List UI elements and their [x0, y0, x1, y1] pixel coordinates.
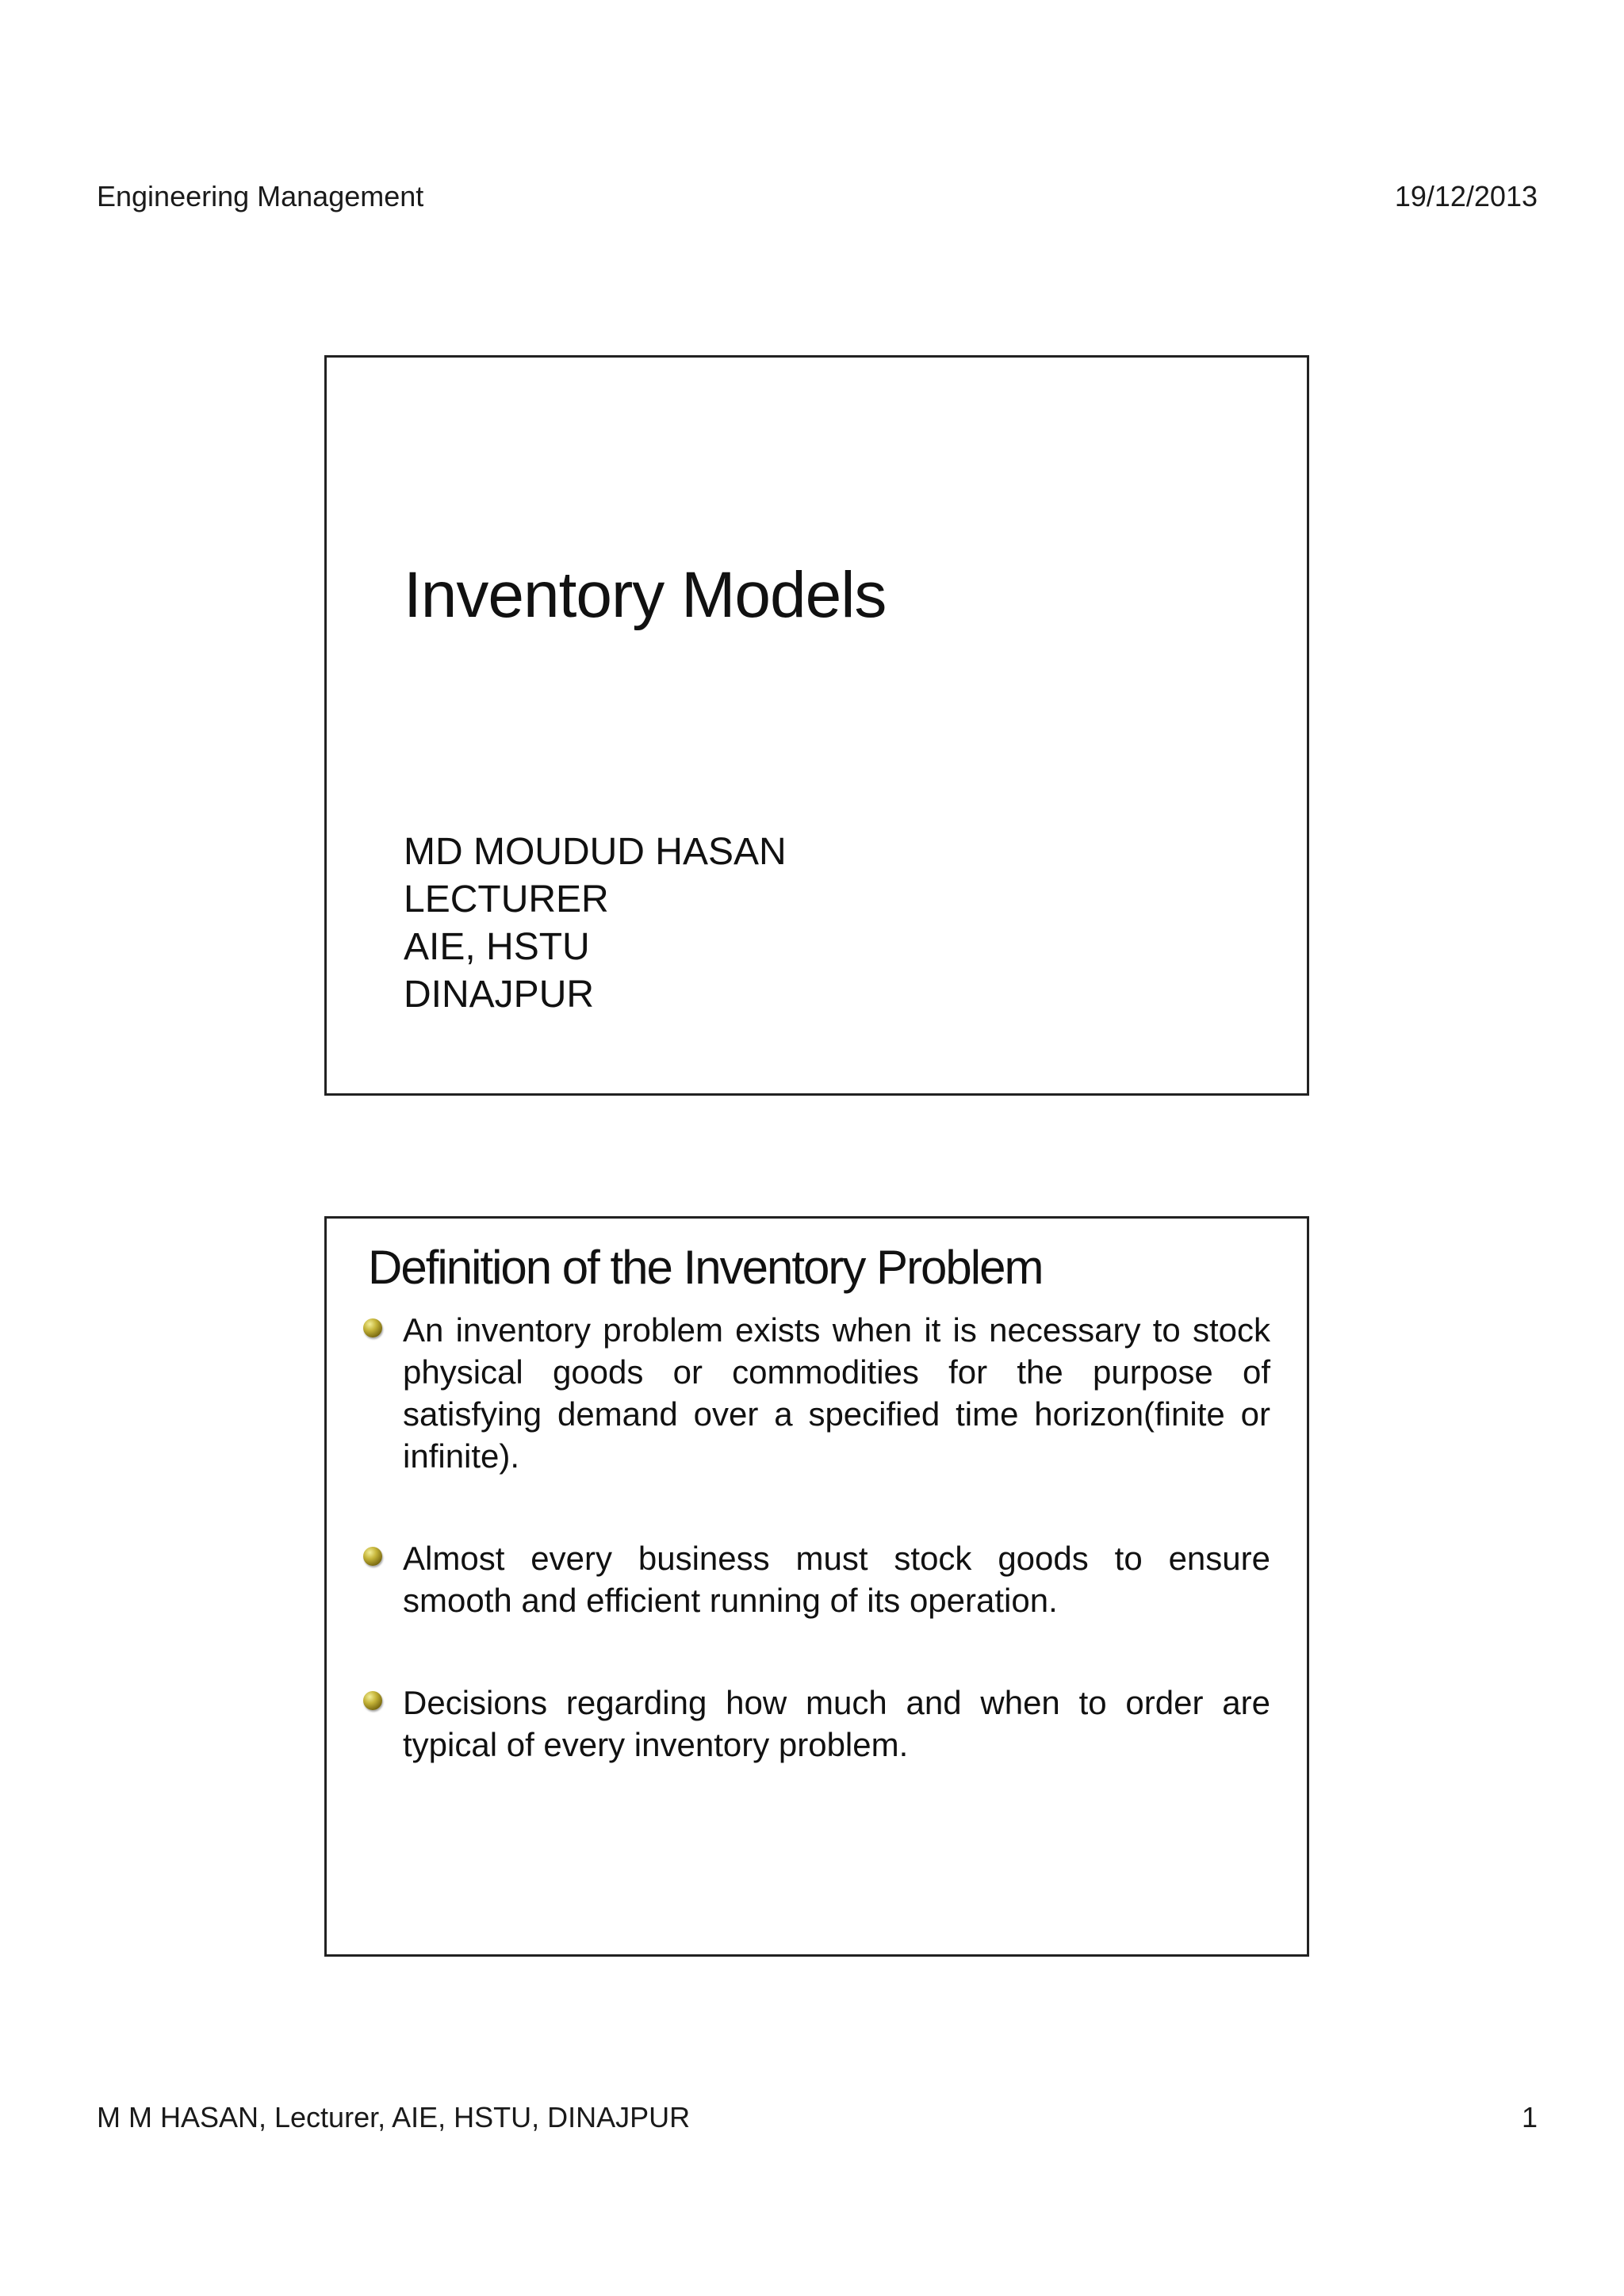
author-department: AIE, HSTU	[404, 926, 590, 968]
bullet-item	[358, 1682, 1270, 1766]
bullet-text: Decisions regarding how much and when to order are typical of every inventory problem.	[403, 1684, 1270, 1763]
bullet-item	[358, 1537, 1270, 1621]
bullet-text: An inventory problem exists when it is necessary to stock physical goods or commodities for the purpose of satisfying demand over a specified time horizon(finite or infinite).	[403, 1311, 1270, 1475]
footer-author: M M HASAN, Lecturer, AIE, HSTU, DINAJPUR	[97, 2101, 691, 2133]
header-date: 19/12/2013	[1394, 180, 1538, 212]
bullet-text: Almost every business must stock goods to ensure smooth and efficient running of its operation.	[403, 1540, 1270, 1619]
bullet-list	[358, 1309, 1270, 1766]
slide-definition	[324, 1216, 1309, 1957]
author-position: LECTURER	[404, 878, 609, 920]
bullet-icon	[363, 1691, 382, 1710]
definition-title: Definition of the Inventory Problem	[368, 1241, 1043, 1294]
bullet-icon	[363, 1547, 382, 1566]
bullet-item	[358, 1309, 1270, 1477]
author-block	[404, 828, 787, 1019]
course-title: Engineering Management	[97, 180, 424, 212]
bullet-icon	[363, 1318, 382, 1337]
slide-title-card	[324, 355, 1309, 1096]
author-name: MD MOUDUD HASAN	[404, 831, 787, 873]
slide-title: Inventory Models	[404, 559, 887, 631]
author-location: DINAJPUR	[404, 974, 595, 1016]
page-number: 1	[1521, 2101, 1538, 2133]
